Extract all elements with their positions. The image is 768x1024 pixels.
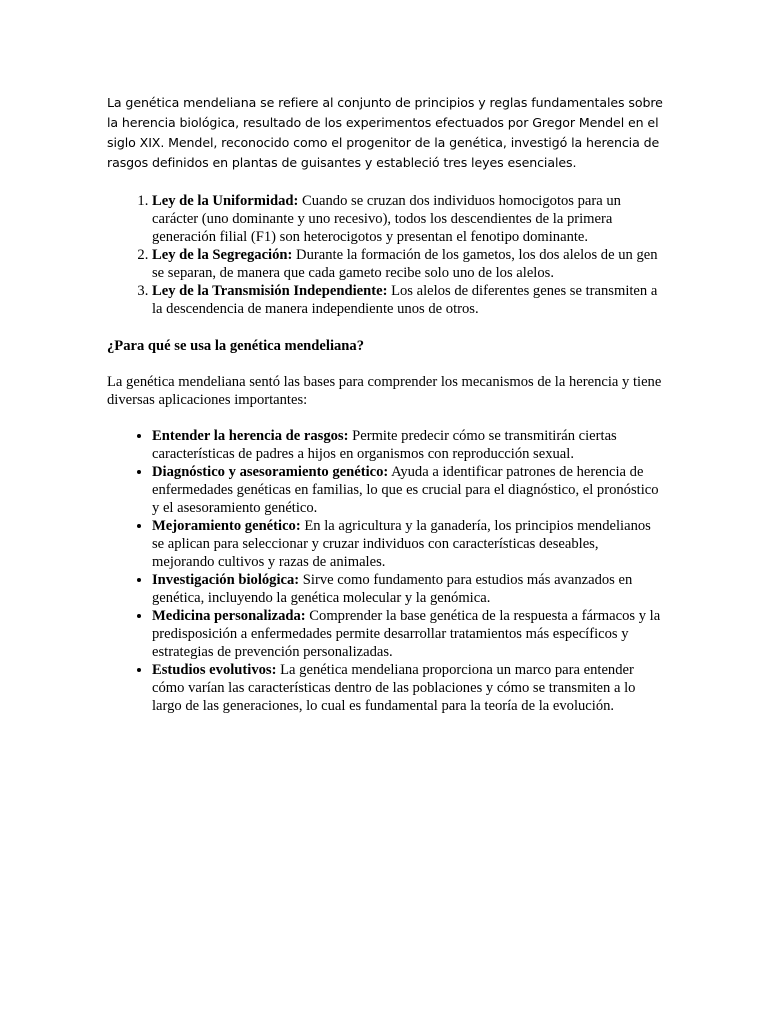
law-item [152, 246, 663, 282]
application-text: Comprender la base genética de la respuesta a fármacos y la predisposición a enfermedades permite desarrollar tratamientos más específicos y estrategias de prevención personalizadas. [152, 608, 661, 660]
uses-intro-paragraph: La genética mendeliana sentó las bases para comprender los mecanismos de la herencia y tiene diversas aplicaciones importantes: [107, 374, 662, 408]
application-item [152, 661, 663, 715]
intro-paragraph: La genética mendeliana se refiere al conjunto de principios y reglas fundamentales sobre la herencia biológica, resultado de los experimentos efectuados por Gregor Mendel en el siglo XIX. Mendel, reconocido como el progenitor de la genética, investigó la herencia de rasgos definidos en plantas de guisantes y estableció tres leyes esenciales. [107, 95, 663, 170]
application-term: Estudios evolutivos: [152, 662, 277, 678]
application-item [152, 571, 663, 607]
law-item [152, 192, 663, 246]
section-heading: ¿Para qué se usa la genética mendeliana? [107, 338, 365, 354]
application-term: Medicina personalizada: [152, 608, 306, 624]
application-text: La genética mendeliana proporciona un marco para entender cómo varían las características dentro de las poblaciones y cómo se transmiten a lo largo de las generaciones, lo cual es fundamental para la teoría de la evolución. [152, 662, 636, 714]
law-text: Cuando se cruzan dos individuos homocigotos para un carácter (uno dominante y uno recesivo), todos los descendientes de la primera generación filial (F1) son heterocigotos y presentan el fenotipo dominante. [152, 193, 621, 245]
applications-list [107, 427, 663, 715]
law-term: Ley de la Segregación: [152, 247, 293, 263]
document-page [107, 93, 663, 715]
law-term: Ley de la Transmisión Independiente: [152, 283, 388, 299]
law-text: Durante la formación de los gametos, los dos alelos de un gen se separan, de manera que cada gameto recibe solo uno de los alelos. [152, 247, 658, 281]
application-item [152, 427, 663, 463]
application-item [152, 607, 663, 661]
application-text: Permite predecir cómo se transmitirán ciertas características de padres a hijos en organismos con reproducción sexual. [152, 428, 617, 462]
application-text: Sirve como fundamento para estudios más avanzados en genética, incluyendo la genética molecular y la genómica. [152, 572, 633, 606]
law-item [152, 282, 663, 318]
application-item [152, 463, 663, 517]
law-term: Ley de la Uniformidad: [152, 193, 299, 209]
application-term: Mejoramiento genético: [152, 518, 301, 534]
application-term: Diagnóstico y asesoramiento genético: [152, 464, 389, 480]
application-text: Ayuda a identificar patrones de herencia de enfermedades genéticas en familias, lo que es crucial para el diagnóstico, el pronóstico y el asesoramiento genético. [152, 464, 659, 516]
law-text: Los alelos de diferentes genes se transmiten a la descendencia de manera independiente unos de otros. [152, 283, 658, 317]
mendel-laws-list [107, 192, 663, 318]
application-item [152, 517, 663, 571]
application-term: Entender la herencia de rasgos: [152, 428, 349, 444]
application-term: Investigación biológica: [152, 572, 300, 588]
application-text: En la agricultura y la ganadería, los principios mendelianos se aplican para seleccionar y cruzar individuos con características deseables, mejorando cultivos y razas de animales. [152, 518, 651, 570]
